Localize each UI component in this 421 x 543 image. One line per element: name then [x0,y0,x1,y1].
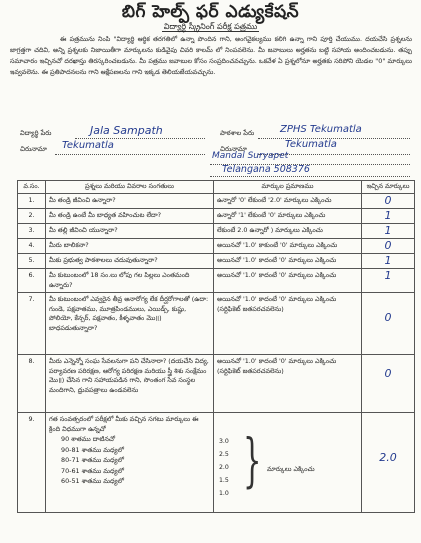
address2-label: చిరునామా [220,145,247,153]
district-field[interactable]: Mandal Suryapet [212,151,289,161]
row-number: 7. [18,293,46,355]
table-row [18,269,415,293]
row-criteria: ఉన్నారో '1' లేకుంటే '0' మార్కులు ఎక్కించు [214,209,362,224]
row-question: మీ తండ్రి ఉంటే మీ బాధ్యత వహించుట లేదా? [46,209,214,224]
table-row [18,293,415,355]
row-criteria: లేకుంటే 2.0 ఉన్నారో ) మార్కులు ఎక్కించు [214,224,362,239]
row-number: 6. [18,269,46,293]
table-row [18,239,415,254]
scale-value: 3.0 [219,438,229,445]
row-question: మీ కుటుంబంలో 18 సం.లు లోపు గల పిల్లలు ఎంతమంది ఉన్నారు? [46,269,214,293]
school-name-field[interactable]: ZPHS Tekumatla [280,124,362,135]
col-header-question: ప్రశ్నలు మరియు వివరాల సంగతులు [46,181,214,194]
brace-icon: } [243,426,262,494]
table-row [18,355,415,413]
row-mark-field[interactable]: 1 [362,209,415,224]
row-number: 5. [18,254,46,269]
row-criteria: అయినచో '1.0' కాదంటే '0' మార్కులు ఎక్కించు [214,254,362,269]
row-number: 8. [18,355,46,413]
table-row [18,209,415,224]
row-criteria [214,413,362,513]
table-header-row [18,181,415,194]
table-row [18,224,415,239]
scale-value: 1.0 [219,490,229,497]
row-question: గత సంవత్సరంలో పరీక్షలో మీకు వచ్చిన సగటు మార్కులు ఈ క్రింది విధముగా ఉన్నచో 90 శాతము దాటినచో 90-81 శాతము మధ్యలో 80-71 శాతము మధ్యలో 70-61 శాతము మధ్యలో 60-51 శాతము మధ్యలో [46,413,214,513]
col-header-marks: ఇచ్చిన మార్కులు [362,181,415,194]
row-number: 4. [18,239,46,254]
row-number: 2. [18,209,46,224]
col-header-criteria: మార్కుల ప్రమాణము [214,181,362,194]
row-mark-field[interactable]: 0 [362,194,415,209]
address-label: చిరునామా [20,145,47,153]
row-question: మీరు ఎన్నెన్నో సంఘ సేవలనుగా పని చేసినారా? (దయచేసి విద్య, పర్యావరణ పరిరక్షణ, ఆరోగ్య పరిరక్షణ మరియు స్త్రీ శిశు సంక్షేమం మొ॥) చేసిన గాని సహాయపడిన గాని, సొంతంగ సేవ సంస్థల మందిగాని, ధ్రువపత్రాలు ఉండవలెను [46,355,214,413]
scale-value: 2.5 [219,451,229,458]
col-header-number: వ.సం. [18,181,46,194]
row-criteria: ఉన్నారో '0' లేకుంటే '2.0' మార్కులు ఎక్కించు [214,194,362,209]
document-title: బిగ్ హెల్ప్ ఫర్ ఎడ్యుకేషన్ [121,2,300,22]
option-item: 80-71 శాతము మధ్యలో [61,456,124,464]
address2-field[interactable]: Tekumatla [285,139,337,150]
row-criteria: అయినచో '1.0' కాకుంటే '0' మార్కులు ఎక్కించు [214,239,362,254]
row-question: మీ తండ్రి జీవించి ఉన్నారా? [46,194,214,209]
document-subtitle: విద్యార్థి స్క్రీనింగ్ పరీక్ష పత్రము [163,22,258,31]
table-row [18,194,415,209]
row-criteria: అయినచో '1.0' కాదంటే '0' మార్కులు ఎక్కించు (సర్టిఫికెట్ జతపరచవలెను) [214,293,362,355]
screening-table [17,180,415,513]
option-item: 70-61 శాతము మధ్యలో [61,466,124,475]
row-criteria: అయినచో '1.0' కాదంటే '0' మార్కులు ఎక్కించు (సర్టిఫికెట్ జతపరచవలెను) [214,355,362,413]
student-name-field[interactable]: Jala Sampath [90,124,163,137]
row-question: మీ తల్లి జీవించి యున్నారా? [46,224,214,239]
row-mark-field[interactable]: 1 [362,269,415,293]
row-mark-field[interactable]: 0 [362,293,415,355]
row-number: 9. [18,413,46,513]
option-item: 90-81 శాతము మధ్యలో [61,445,124,454]
school-name-label: పాఠశాల పేరు [220,129,255,137]
option-item: 60-51 శాతము మధ్యలో [61,477,124,485]
address-field[interactable]: Tekumatla [62,140,114,151]
row-question: మీరు బాలికనా? [46,239,214,254]
row-question: మీకు ప్రభుత్వ పాఠశాలలు చదువుతున్నారా? [46,254,214,269]
instructions-paragraph: ఈ పత్రమును నింపి "విద్యార్థి ఆర్థిక తరగతిలో ఉన్నా పొందిన గాని, అంగవైకల్యము కలిగి ఉన్నా గాని పూర్తి చేయుము. దయచేసి ప్రశ్నలను జాగ్రత్తగా చదివి, అన్ని ప్రశ్నలకు నిజాయితీగా మార్కులను కుడివైపు చివరి కాలమ్ లో నింపవలెను. మీ జవాబులు అర్హతను బట్టి సహాయ అందించబడును. తప్పు సమాచారం ఇచ్చినచో దరఖాస్తు తిరస్కరించబడును. మీ పత్రము జవాబుల కోసం సంప్రదించవచ్చును. ఒకవేళ ఏ ప్రశ్నలోనూ అర్హతకు సరిపోని యెడల "0" మార్కులు ఇవ్వవలెను. ఈ ప్రతిపాదనలను గాని ఆక్షేపణలను గాని ఇక్కడ తెలియజేయవచ్చును. [10,35,412,76]
row-mark-field[interactable]: 1 [362,254,415,269]
state-pincode-field[interactable]: Telangana 508376 [222,164,310,175]
row-number: 1. [18,194,46,209]
row-mark-field[interactable]: 2.0 [362,413,415,513]
scale-value: 2.0 [219,464,229,471]
criteria-text: మార్కులు ఎక్కించు [267,465,315,473]
student-name-label: విద్యార్థి పేరు [20,129,52,137]
option-item: 90 శాతము దాటినచో [61,435,115,443]
row-number: 3. [18,224,46,239]
row-mark-field[interactable]: 0 [362,355,415,413]
row-criteria: అయినచో '1.0' కాదంటే '0' మార్కులు ఎక్కించు [214,269,362,293]
row-mark-field[interactable]: 1 [362,224,415,239]
table-row [18,254,415,269]
scale-value: 1.5 [219,477,229,484]
row-mark-field[interactable]: 0 [362,239,415,254]
table-row [18,413,415,513]
row-question: మీ కుటుంబంలో ఎవ్వరైన తీవ్ర అనారోగ్య లేక దీర్ఘరోగాలతో (ఉదా: గుండె, పక్షవాతము, మూత్రపిండములు, ఎయిడ్స్, కుష్టు, పోలియో, కేన్సర్, పక్షవాతం, కీళ్ళవాతం మొ॥) బాధపడుతున్నారా? [46,293,214,355]
